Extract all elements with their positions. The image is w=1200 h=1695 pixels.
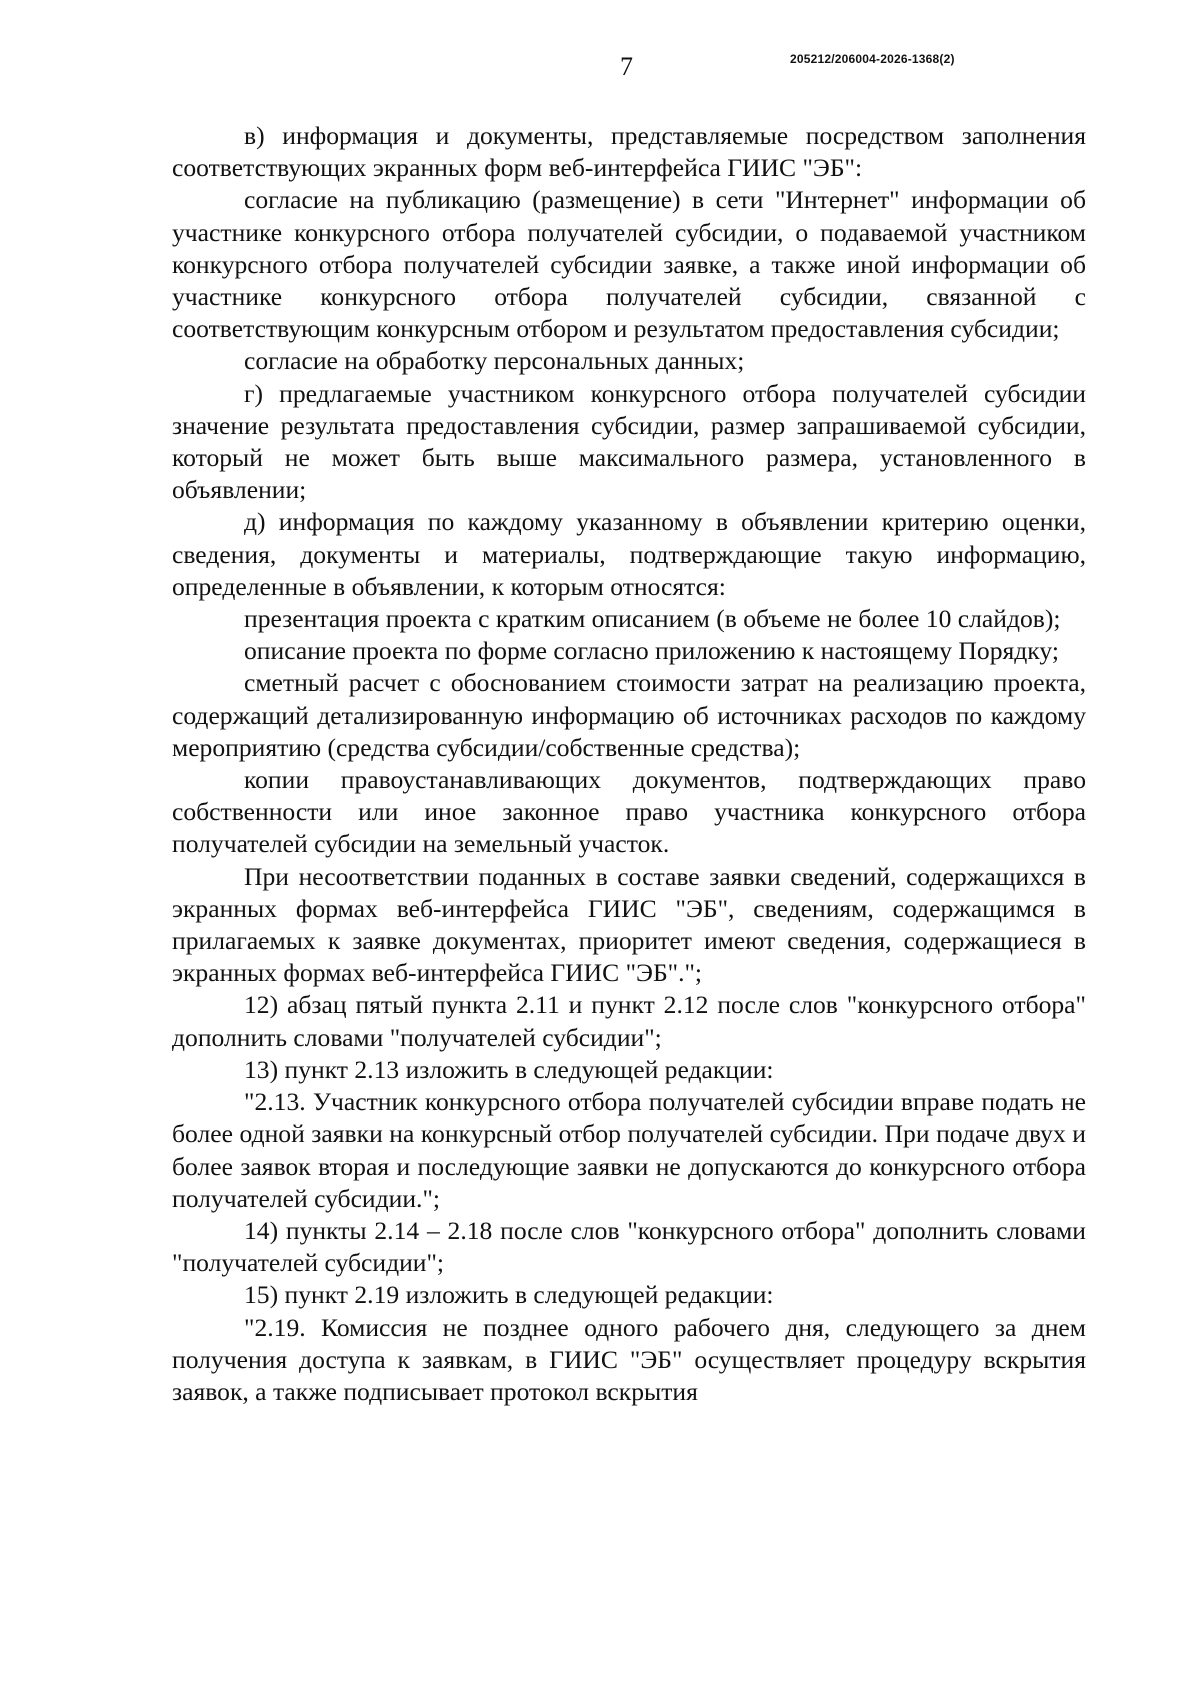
paragraph-clause-2-13: "2.13. Участник конкурсного отбора получателей субсидии вправе подать не более одной заявки на конкурсный отбор получателей субсидии. При подаче двух и более заявок вторая и последующие заявки не допускаются до конкурсного отбора получателей субсидии."; [172, 1087, 1086, 1213]
paragraph-item-14: 14) пункты 2.14 – 2.18 после слов "конкурсного отбора" дополнить словами "получателей субсидии"; [172, 1215, 1086, 1278]
paragraph-presentation: презентация проекта с кратким описанием (в объеме не более 10 слайдов); [244, 604, 1061, 634]
paragraph-item-d: д) информация по каждому указанному в объявлении критерию оценки, сведения, документы и материалы, подтверждающие такую информацию, определенные в объявлении, к которым относятся: [172, 507, 1086, 601]
paragraph-cost-estimate: сметный расчет с обоснованием стоимости затрат на реализацию проекта, содержащий детализированную информацию об источниках расходов по каждому мероприятию (средства субсидии/собственные средства); [172, 668, 1086, 762]
paragraph-discrepancy: При несоответствии поданных в составе заявки сведений, содержащихся в экранных формах веб-интерфейса ГИИС "ЭБ", сведениям, содержащимся в прилагаемых к заявке документах, приоритет имеют сведения, содержащиеся в экранных формах веб-интерфейса ГИИС "ЭБ"."; [172, 861, 1086, 988]
paragraph-title-documents: копии правоустанавливающих документов, подтверждающих право собственности или иное законное право участника конкурсного отбора получателей субсидии на земельный участок. [172, 765, 1086, 859]
paragraph-item-v: в) информация и документы, представляемые посредством заполнения соответствующих экранных форм веб-интерфейса ГИИС "ЭБ": [172, 121, 1086, 183]
paragraph-project-description: описание проекта по форме согласно приложению к настоящему Порядку; [244, 636, 1059, 666]
paragraph-item-g: г) предлагаемые участником конкурсного отбора получателей субсидии значение результата предоставления субсидии, размер запрашиваемой субсидии, который не может быть выше максимального размера, установленного в объявлении; [172, 378, 1086, 505]
paragraph-consent-publication: согласие на публикацию (размещение) в сети "Интернет" информации об участнике конкурсного отбора получателей субсидии, о подаваемой участником конкурсного отбора получателей субсидии заявке, а также иной информации об участнике конкурсного отбора получателей субсидии, связанной с соответствующим конкурсным отбором и результатом предоставления субсидии; [172, 185, 1086, 344]
document-code: 205212/206004-2026-1368(2) [790, 52, 955, 66]
page-number: 7 [620, 52, 633, 81]
paragraph-consent-personal-data: согласие на обработку персональных данных; [244, 346, 745, 376]
paragraph-item-12: 12) абзац пятый пункта 2.11 и пункт 2.12 после слов "конкурсного отбора" дополнить словами "получателей субсидии"; [172, 990, 1086, 1052]
paragraph-item-13: 13) пункт 2.13 изложить в следующей редакции: [244, 1054, 774, 1084]
paragraph-item-15: 15) пункт 2.19 изложить в следующей редакции: [244, 1280, 774, 1310]
document-body [172, 120, 1086, 1408]
paragraph-clause-2-19: "2.19. Комиссия не позднее одного рабочего дня, следующего за днем получения доступа к заявкам, в ГИИС "ЭБ" осуществляет процедуру вскрытия заявок, а также подписывает протокол вскрытия [172, 1312, 1086, 1406]
